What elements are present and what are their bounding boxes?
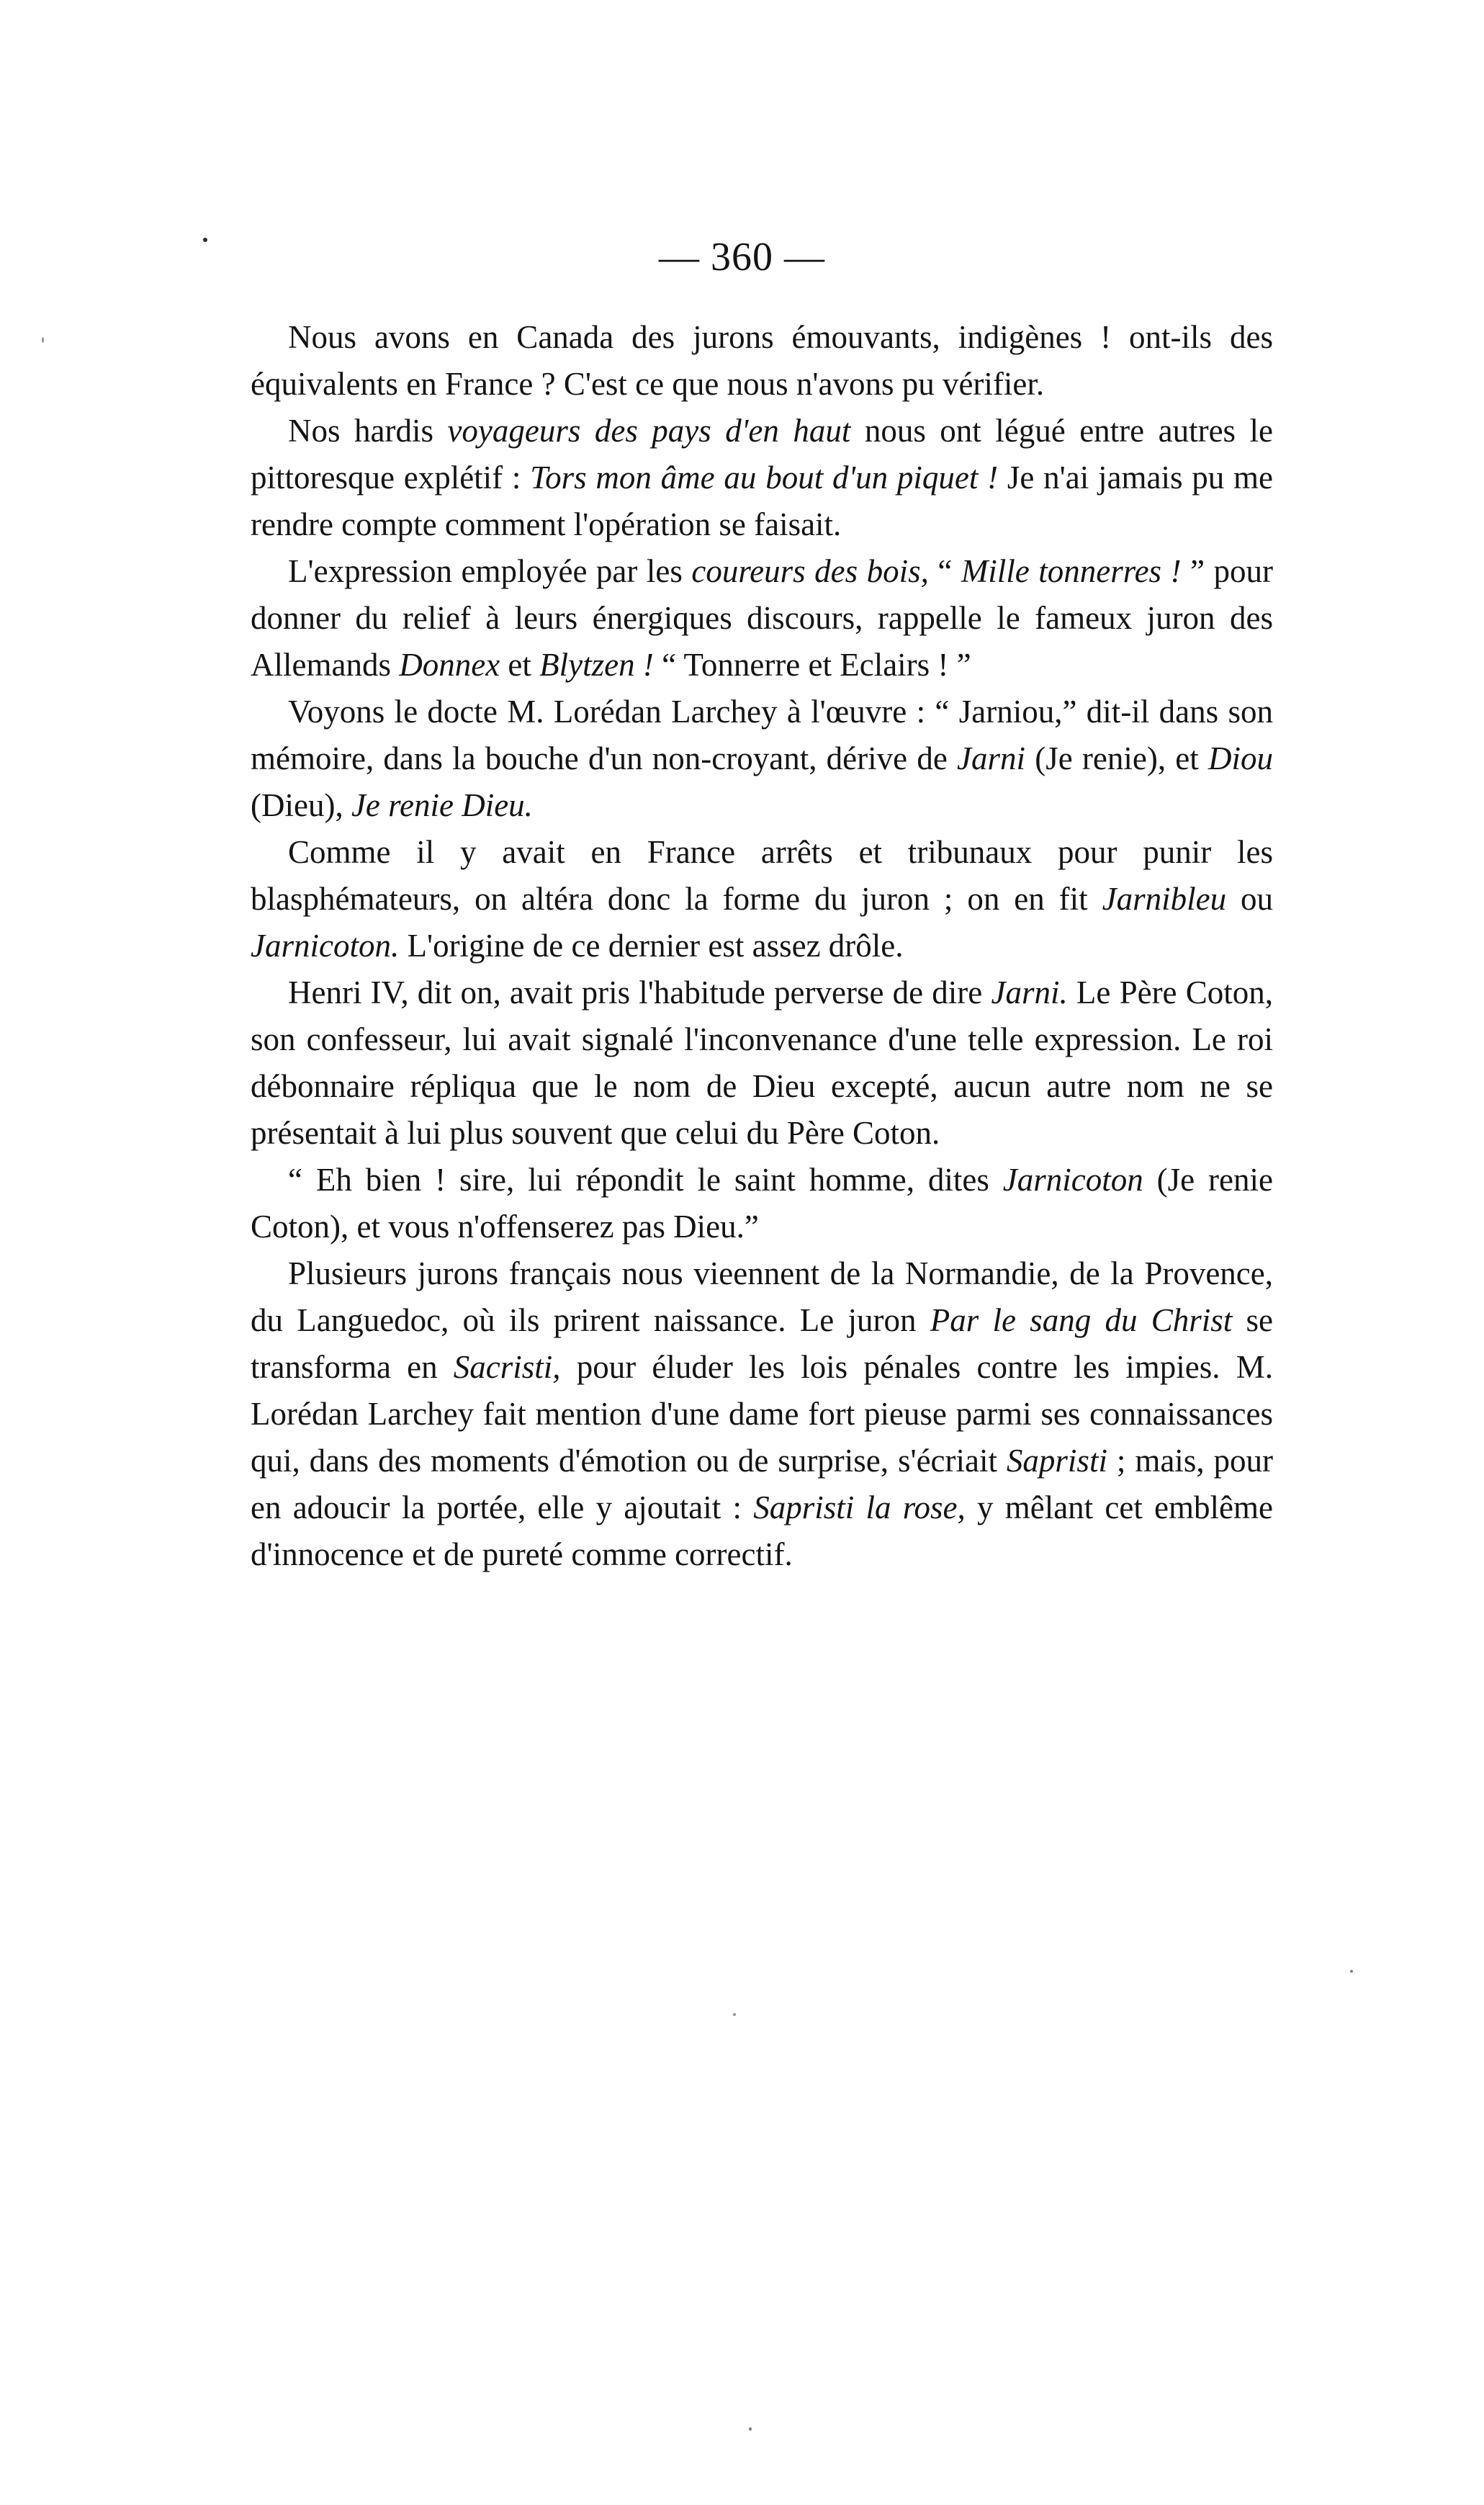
italic-phrase: Sapristi [1006, 1443, 1107, 1479]
text-run: Je n'ai jamais pu me rendre compte comment l'opération se faisait. [251, 460, 1273, 542]
scan-speck [203, 238, 207, 242]
text-run: “ Eh bien ! sire, lui répondit le saint homme, dites [288, 1162, 1003, 1198]
text-run: L'origine de ce dernier est assez drôle. [399, 928, 904, 964]
paragraph-5 [251, 829, 1273, 969]
scan-speck [1350, 1970, 1353, 1973]
text-run: Plusieurs jurons français nous vieennent de la Normandie, de la Provence, du Languedoc, où ils prirent naissance. Le juron [251, 1255, 1273, 1338]
text-run: y mêlant cet emblême d'innocence et de pureté comme correctif. [251, 1489, 1273, 1572]
paragraph-2 [251, 408, 1273, 548]
paragraph-6 [251, 969, 1273, 1157]
text-run: Henri IV, dit on, avait pris l'habitude perverse de dire [288, 974, 991, 1010]
text-run: (Je renie), et [1025, 740, 1208, 776]
text-run: L'expression employée par les [288, 553, 692, 589]
italic-phrase: Mille tonnerres ! [961, 553, 1182, 589]
paragraph-8 [251, 1250, 1273, 1578]
text-run: Comme il y avait en France arrêts et tribunaux pour punir les blasphémateurs, on altéra donc la forme du juron ; on en fit [251, 834, 1273, 917]
text-run: se transforma en [251, 1302, 1273, 1385]
text-run: “ Tonnerre et Eclairs ! ” [653, 647, 971, 683]
text-run: Nous avons en Canada des jurons émouvants, indigènes ! ont-ils des équivalents en France ? C'est ce que nous n'avons pu vérifier. [251, 319, 1273, 402]
text-run: Voyons le docte M. Lorédan Larchey à l'œuvre : “ Jarniou,” dit-il dans son mémoire, dans la bouche d'un non-croyant, dérive de [251, 694, 1273, 776]
text-run: ou [1226, 881, 1274, 917]
italic-phrase: Jarnicoton [1002, 1162, 1143, 1198]
paragraph-4 [251, 689, 1273, 829]
scan-speck [733, 2013, 736, 2016]
text-run: ” pour donner du relief à leurs énergiques discours, rappelle le fameux juron des Allemands [251, 553, 1273, 683]
italic-phrase: Blytzen ! [539, 647, 654, 683]
text-run: nous ont légué entre autres le pittoresque explétif : [251, 413, 1273, 496]
text-run: “ [928, 553, 961, 589]
scan-speck [749, 2427, 752, 2431]
paragraph-3 [251, 548, 1273, 689]
text-run: (Dieu), [251, 787, 351, 823]
italic-phrase: Diou [1208, 740, 1273, 776]
text-run: et [500, 647, 540, 683]
italic-phrase: coureurs des bois, [691, 553, 929, 589]
paragraph-1 [251, 314, 1273, 408]
italic-phrase: voyageurs des pays d'en haut [447, 413, 851, 449]
text-run: Nos hardis [288, 413, 448, 449]
italic-phrase: Sacristi, [453, 1349, 561, 1385]
scan-speck [42, 337, 44, 343]
paragraph-7 [251, 1157, 1273, 1250]
text-run: (Je renie Coton), et vous n'offenserez pas Dieu.” [251, 1162, 1273, 1245]
italic-phrase: Jarnicoton. [251, 928, 400, 964]
text-run: Le Père Coton, son confesseur, lui avait signalé l'inconvenance d'une telle expression. Le roi débonnaire répliqua que le nom de Dieu excepté, aucun autre nom ne se présentait à lui plus souvent que celui du Père Coton. [251, 974, 1273, 1151]
italic-phrase: Sapristi la rose, [753, 1489, 966, 1525]
italic-phrase: Par le sang du Christ [930, 1302, 1233, 1338]
italic-phrase: Jarnibleu [1102, 881, 1227, 917]
italic-phrase: Je renie Dieu. [351, 787, 533, 823]
italic-phrase: Donnex [399, 647, 500, 683]
body-text [251, 314, 1273, 1578]
text-run: pour éluder les lois pénales contre les impies. M. Lorédan Larchey fait mention d'une dame fort pieuse parmi ses connaissances qui, dans des moments d'émotion ou de surprise, s'écriait [251, 1349, 1273, 1479]
italic-phrase: Jarni [957, 740, 1026, 776]
italic-phrase: Tors mon âme au bout d'un piquet ! [530, 460, 999, 496]
text-run: ; mais, pour en adoucir la portée, elle y ajoutait : [251, 1443, 1273, 1525]
italic-phrase: Jarni. [991, 974, 1068, 1010]
page-number: — 360 — [659, 235, 825, 279]
